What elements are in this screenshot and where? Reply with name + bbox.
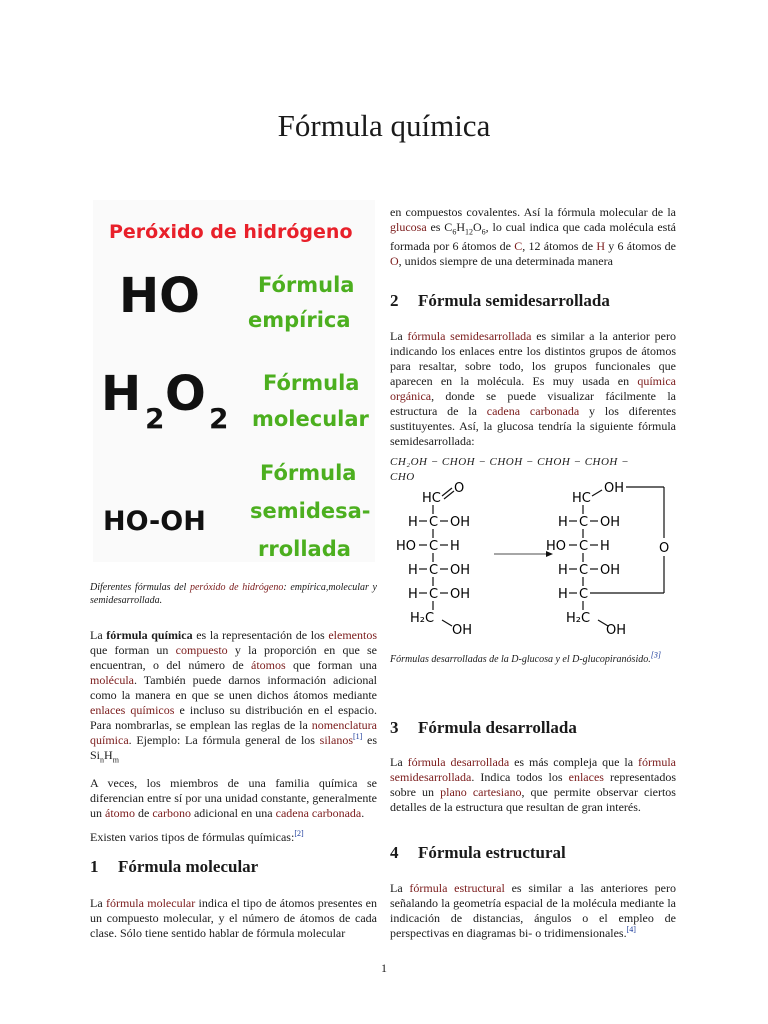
text: A veces, los miembros de una familia química se diferencian entre sí por una unidad constante, generalmente un [90, 776, 377, 821]
text: y 6 átomos de [604, 239, 677, 254]
section-number: 3 [390, 718, 399, 737]
section-3-heading [390, 718, 577, 738]
text: . Ejemplo: La fórmula general de los [128, 733, 320, 747]
text: . También puede darnos información adicional como la manera en que se unen dichos átomos mediante [90, 673, 377, 702]
label-molecular-1: Fórmula [263, 371, 360, 395]
peroxide-figure-image [93, 200, 375, 562]
formula-semideveloped: HO-OH [103, 506, 206, 537]
glucose-c: C [429, 563, 439, 578]
intro-text [90, 628, 377, 845]
text: La [90, 896, 106, 910]
subscript: m [112, 755, 119, 765]
subscript: 6 [481, 227, 486, 237]
glucose-c: C [429, 539, 439, 554]
caption-text: Fórmulas desarrolladas de la D-glucosa y el D-glucopiranósido. [390, 654, 651, 665]
glucose-ho: HO [396, 539, 417, 554]
section-3-text [390, 755, 676, 815]
link-silanos[interactable]: silanos [319, 733, 353, 747]
text: en compuestos covalentes. Así la fórmula molecular de la [390, 205, 676, 219]
pyranose-ho: HO [546, 539, 567, 554]
intro-paragraph-2 [90, 776, 377, 821]
text: La [90, 628, 107, 642]
section-4-text [390, 881, 676, 941]
structure-caption [390, 650, 676, 666]
text: de [135, 806, 153, 821]
text: es la representación de los [192, 628, 329, 642]
section-number: 4 [390, 843, 399, 862]
text: . [361, 806, 365, 821]
page-number: 1 [381, 961, 387, 975]
formula-empirical: HO [119, 268, 200, 324]
pyranose-h: H [558, 563, 568, 578]
text: es similar a las anteriores pero señalando la geometría espacial de la molécula mediante la indicación de distancias, ángulos o el empleo de perspectivas en diagramas bi- o tridimensionales. [390, 881, 676, 940]
text: , 12 átomos de [522, 239, 597, 254]
glucose-hc: HC [422, 491, 441, 506]
formula-molecular-h: H [101, 366, 142, 422]
caption-text-end: : empírica,molecular y semidesarrollada. [90, 582, 377, 606]
subscript: 6 [452, 227, 457, 237]
caption-link[interactable]: peróxido de hidrógeno [189, 582, 284, 593]
link-formula-molecular[interactable]: fórmula molecular [105, 896, 196, 910]
section-4-heading [390, 843, 566, 863]
pyranose-c: C [579, 587, 589, 602]
text: adicional en una [190, 806, 276, 821]
pyranose-h: H [558, 587, 568, 602]
section-number: 1 [90, 857, 99, 876]
glucose-h: H [450, 539, 460, 554]
section-1-heading [90, 857, 258, 877]
link-atomos[interactable]: átomos [251, 658, 286, 672]
glucose-oh: OH [450, 563, 471, 578]
text: y la proporción en que se encuentran, o del número de [90, 643, 377, 672]
link-glucosa[interactable]: glucosa [390, 220, 427, 234]
text: , lo cual indica que cada molécula está formada por 6 átomos de [390, 220, 676, 254]
link-formula-semidesarrollada[interactable]: fórmula semidesarrollada [390, 755, 677, 784]
section-2-heading [390, 291, 610, 311]
pyranose-hc: HC [572, 491, 591, 506]
pyranose-h: H [558, 515, 568, 530]
link-enlaces-quimicos[interactable]: enlaces químicos [90, 703, 175, 717]
glucose-c: C [429, 515, 439, 530]
section-1-text [90, 896, 377, 941]
pyranose-ring-o: O [659, 541, 670, 556]
peroxide-figure [93, 200, 375, 562]
page-title: Fórmula química [277, 108, 491, 143]
reference-4[interactable]: [4] [626, 925, 636, 934]
text: . Indica todos los [471, 770, 569, 784]
text: H [456, 220, 465, 234]
label-semi-3: rrollada [258, 537, 351, 561]
link-enlaces[interactable]: enlaces [568, 770, 604, 784]
text: es Si [90, 733, 377, 762]
formula-molecular-o: O [165, 366, 206, 422]
section-title: Fórmula estructural [418, 843, 566, 862]
semideveloped-formula-line-1: CH₂OH − CHOH − CHOH − CHOH − CHOH − [390, 456, 630, 468]
pyranose-oh: OH [600, 563, 621, 578]
link-carbono[interactable]: carbono [152, 806, 191, 821]
pyranose-oh: OH [604, 481, 625, 496]
text: O [472, 220, 482, 234]
figure-caption [90, 581, 377, 607]
link-hydrogen[interactable]: H [596, 239, 605, 254]
section-title: Fórmula molecular [118, 857, 259, 876]
text: es similar a la anterior pero indicando los enlaces entre los distintos grupos de átomos para resaltar, sobre todo, los grupos funcionales que aparecen en la molécula. Es muy usada en [390, 329, 676, 388]
label-empirical-2: empírica [248, 308, 351, 332]
link-cadena-carbonada[interactable]: cadena carbonada [486, 404, 580, 418]
pyranose-c: C [579, 563, 589, 578]
text: La [390, 881, 410, 895]
label-semi-1: Fórmula [260, 461, 357, 485]
text: Existen varios tipos de fórmulas químicas: [90, 830, 295, 845]
glucose-o-aldehyde: O [454, 481, 465, 496]
text: es C [426, 220, 453, 234]
link-atomo[interactable]: átomo [105, 806, 135, 821]
semideveloped-formula-line-2: CHO [390, 471, 415, 483]
pyranose-h2c: H₂C [566, 611, 591, 626]
link-carbon[interactable]: C [514, 239, 523, 254]
link-formula-estructural[interactable]: fórmula estructural [409, 881, 505, 895]
link-formula-desarrollada[interactable]: fórmula desarrollada [407, 755, 510, 769]
label-molecular-2: molecular [252, 407, 369, 431]
glucose-h: H [408, 563, 418, 578]
link-cadena-carbonada[interactable]: cadena carbonada [275, 806, 362, 821]
formula-molecular-sub2: 2 [209, 402, 229, 435]
section-number: 2 [390, 291, 399, 310]
text: H [104, 748, 113, 762]
glucose-h2c: H₂C [410, 611, 435, 626]
link-compuesto[interactable]: compuesto [175, 643, 228, 657]
caption-text: Diferentes fórmulas del [90, 582, 190, 593]
glucose-structure-diagram [390, 474, 680, 644]
continued-text [390, 205, 676, 269]
glucose-oh: OH [450, 515, 471, 530]
text: , que permite observar ciertos detalles de la estructura que resultan de gran interés. [390, 785, 676, 814]
text: representados sobre un [390, 770, 676, 799]
text: que forman un [90, 643, 176, 657]
intro-paragraph-1 [90, 628, 377, 767]
label-semi-2: semidesa- [250, 499, 371, 523]
pyranose-oh: OH [606, 623, 627, 638]
text: La [390, 755, 408, 769]
subscript: n [100, 755, 105, 765]
section-2-text [390, 329, 676, 485]
reference-1[interactable]: [1] [353, 732, 363, 741]
text: que forman una [285, 658, 378, 672]
glucose-h: H [408, 515, 418, 530]
link-nomenclatura[interactable]: nomenclatura química [90, 718, 377, 747]
link-oxygen[interactable]: O [390, 254, 399, 269]
pyranose-h: H [600, 539, 610, 554]
link-molecula[interactable]: molécula [90, 673, 134, 687]
pyranose-c: C [579, 539, 589, 554]
text: , donde se puede visualizar fácilmente la estructura de la [390, 389, 676, 418]
label-empirical-1: Fórmula [258, 273, 355, 297]
glucose-oh: OH [452, 623, 473, 638]
section-title: Fórmula semidesarrollada [418, 291, 610, 310]
reference-3[interactable]: [3] [650, 650, 661, 660]
pyranose-oh: OH [600, 515, 621, 530]
glucose-oh: OH [450, 587, 471, 602]
text: es más compleja que la [509, 755, 639, 769]
intro-paragraph-3 [90, 830, 377, 845]
text: La [390, 329, 408, 343]
text: y los diferentes sustituyentes. Así, la glucosa tendría la siguiente fórmula semidesarrollada: [390, 404, 677, 448]
text: , unidos siempre de una determinada manera [398, 254, 613, 269]
text: indica el tipo de átomos presentes en un compuesto molecular, y el número de átomos de cada clase. Sólo tiene sentido hablar de fórmula molecular [90, 896, 378, 940]
pyranose-c: C [579, 515, 589, 530]
formula-molecular-sub1: 2 [145, 402, 165, 435]
glucose-h: H [408, 587, 418, 602]
link-formula-semidesarrollada[interactable]: fórmula semidesarrollada [407, 329, 532, 343]
section-title: Fórmula desarrollada [418, 718, 577, 737]
link-elementos[interactable]: elementos [328, 628, 377, 642]
subscript: 12 [464, 227, 473, 237]
term-bold: fórmula química [106, 628, 193, 642]
link-plano-cartesiano[interactable]: plano cartesiano [440, 785, 522, 799]
reference-2[interactable]: [2] [294, 829, 304, 839]
link-quimica-organica[interactable]: química orgánica [390, 374, 676, 403]
text: e incluso su distribución en el espacio. Para nombrarlas, se emplean las reglas de la [90, 703, 377, 732]
figure-heading: Peróxido de hidrógeno [109, 221, 353, 243]
glucose-c: C [429, 587, 439, 602]
